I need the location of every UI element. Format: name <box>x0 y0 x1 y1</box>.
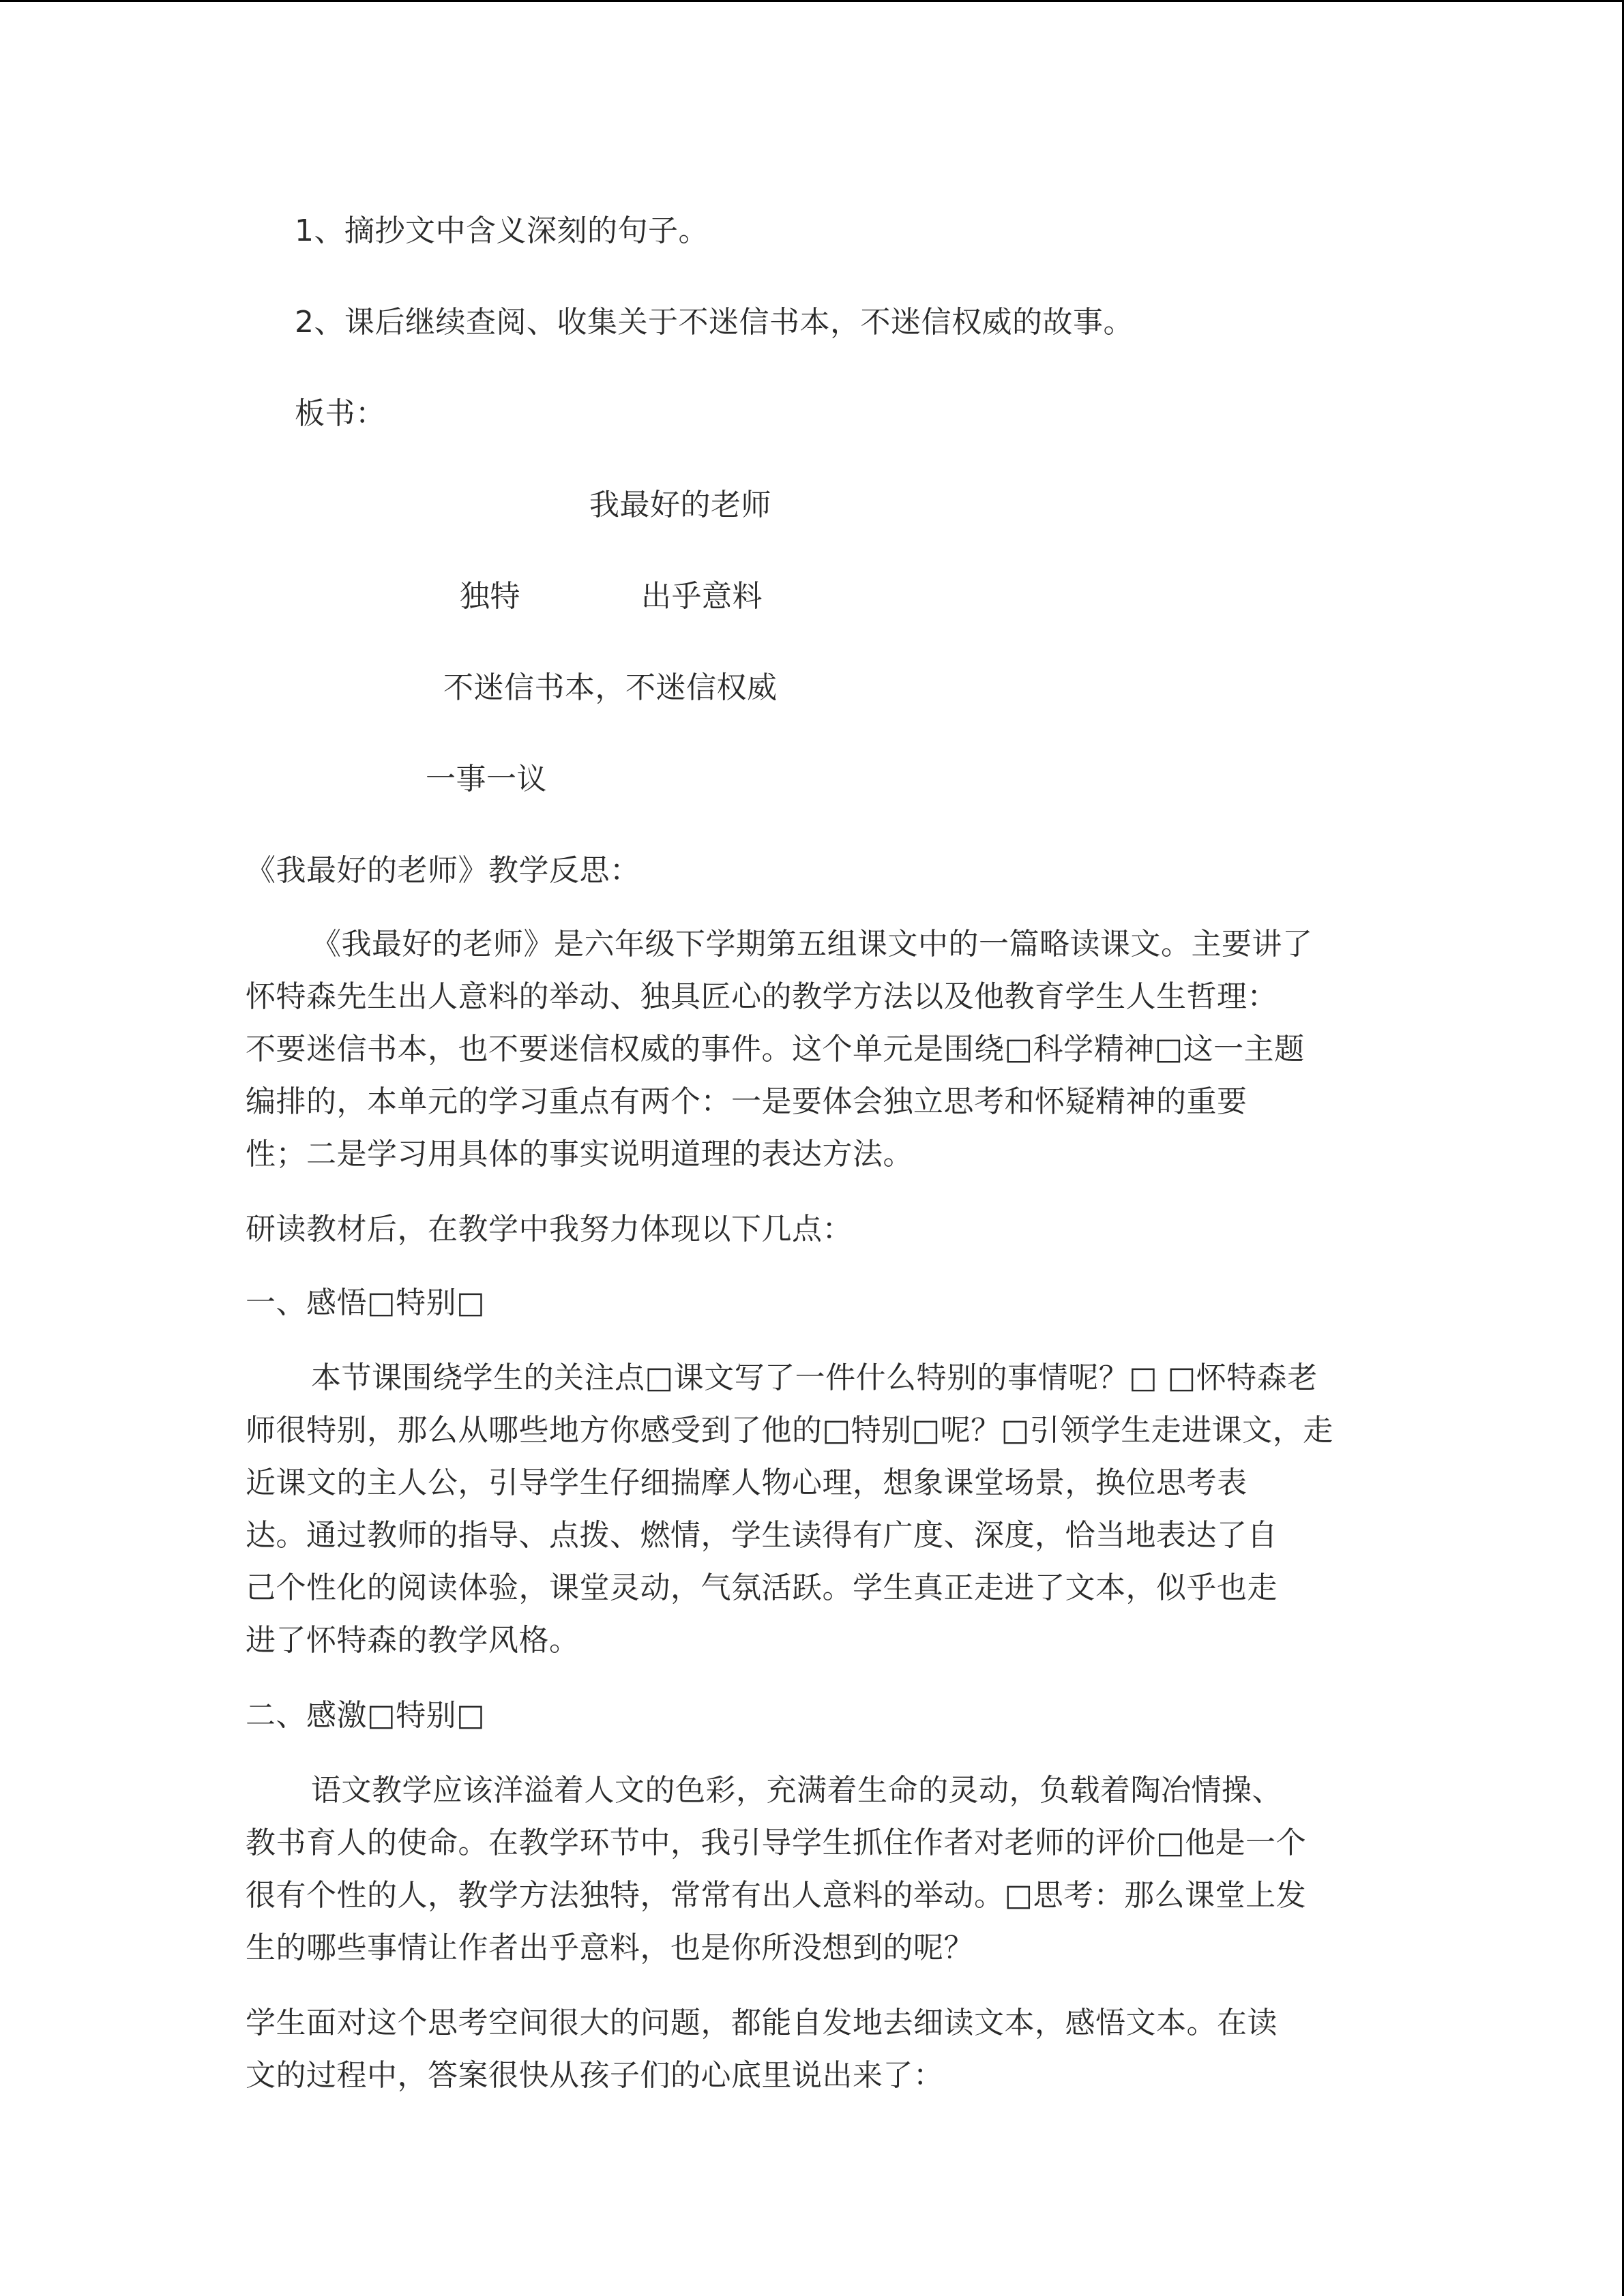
board-bottom: 一事一议 <box>426 762 547 796</box>
board-label: 板书： <box>295 396 386 431</box>
paragraph-line: 达。通过教师的指导、点拨、燃情，学生读得有广度、深度，恰当地表达了自 <box>246 1518 1278 1553</box>
paragraph-line: 教书育人的使命。在教学环节中，我引导学生抓住作者对老师的评价□他是一个 <box>246 1825 1307 1860</box>
homework-item-1: 1、摘抄文中含义深刻的句子。 <box>295 213 709 248</box>
reflection-heading: 《我最好的老师》教学反思： <box>246 853 640 888</box>
paragraph-line: 进了怀特森的教学风格。 <box>246 1623 580 1658</box>
board-left-word: 独特 <box>460 579 520 614</box>
paragraph-line: 研读教材后，在教学中我努力体现以下几点： <box>246 1212 853 1247</box>
paragraph-line: 语文教学应该洋溢着人文的色彩，充满着生命的灵动，负载着陶冶情操、 <box>311 1773 1282 1808</box>
paragraph-line: 己个性化的阅读体验，课堂灵动，气氛活跃。学生真正走进了文本，似乎也走 <box>246 1570 1278 1605</box>
board-right-word: 出乎意料 <box>641 579 763 614</box>
paragraph-line: 《我最好的老师》是六年级下学期第五组课文中的一篇略读课文。主要讲了 <box>311 927 1313 961</box>
paragraph-line: 近课文的主人公，引导学生仔细揣摩人物心理，想象课堂场景，换位思考表 <box>246 1465 1247 1500</box>
paragraph-line: 不要迷信书本，也不要迷信权威的事件。这个单元是围绕□科学精神□这一主题 <box>246 1032 1305 1067</box>
section-1-title: 一、感悟□特别□ <box>246 1285 486 1320</box>
paragraph-line: 学生面对这个思考空间很大的问题，都能自发地去细读文本，感悟文本。在读 <box>246 2006 1278 2040</box>
paragraph-line: 师很特别，那么从哪些地方你感受到了他的□特别□呢？□引领学生走进课文，走 <box>246 1413 1333 1448</box>
section-2-title: 二、感激□特别□ <box>246 1698 486 1733</box>
paragraph-line: 很有个性的人，教学方法独特，常常有出人意料的举动。□思考：那么课堂上发 <box>246 1878 1307 1913</box>
homework-item-2: 2、课后继续查阅、收集关于不迷信书本，不迷信权威的故事。 <box>295 305 1134 340</box>
board-title: 我最好的老师 <box>589 488 771 522</box>
board-middle: 不迷信书本，不迷信权威 <box>443 670 778 705</box>
paragraph-line: 文的过程中，答案很快从孩子们的心底里说出来了： <box>246 2058 944 2093</box>
paragraph-line: 生的哪些事情让作者出乎意料，也是你所没想到的呢？ <box>246 1930 974 1965</box>
paragraph-line: 怀特森先生出人意料的举动、独具匠心的教学方法以及他教育学生人生哲理： <box>246 979 1278 1014</box>
paragraph-line: 本节课围绕学生的关注点□课文写了一件什么特别的事情呢？□ □怀特森老 <box>311 1360 1318 1395</box>
paragraph-line: 性；二是学习用具体的事实说明道理的表达方法。 <box>246 1137 913 1172</box>
paragraph-line: 编排的，本单元的学习重点有两个：一是要体会独立思考和怀疑精神的重要 <box>246 1084 1247 1119</box>
